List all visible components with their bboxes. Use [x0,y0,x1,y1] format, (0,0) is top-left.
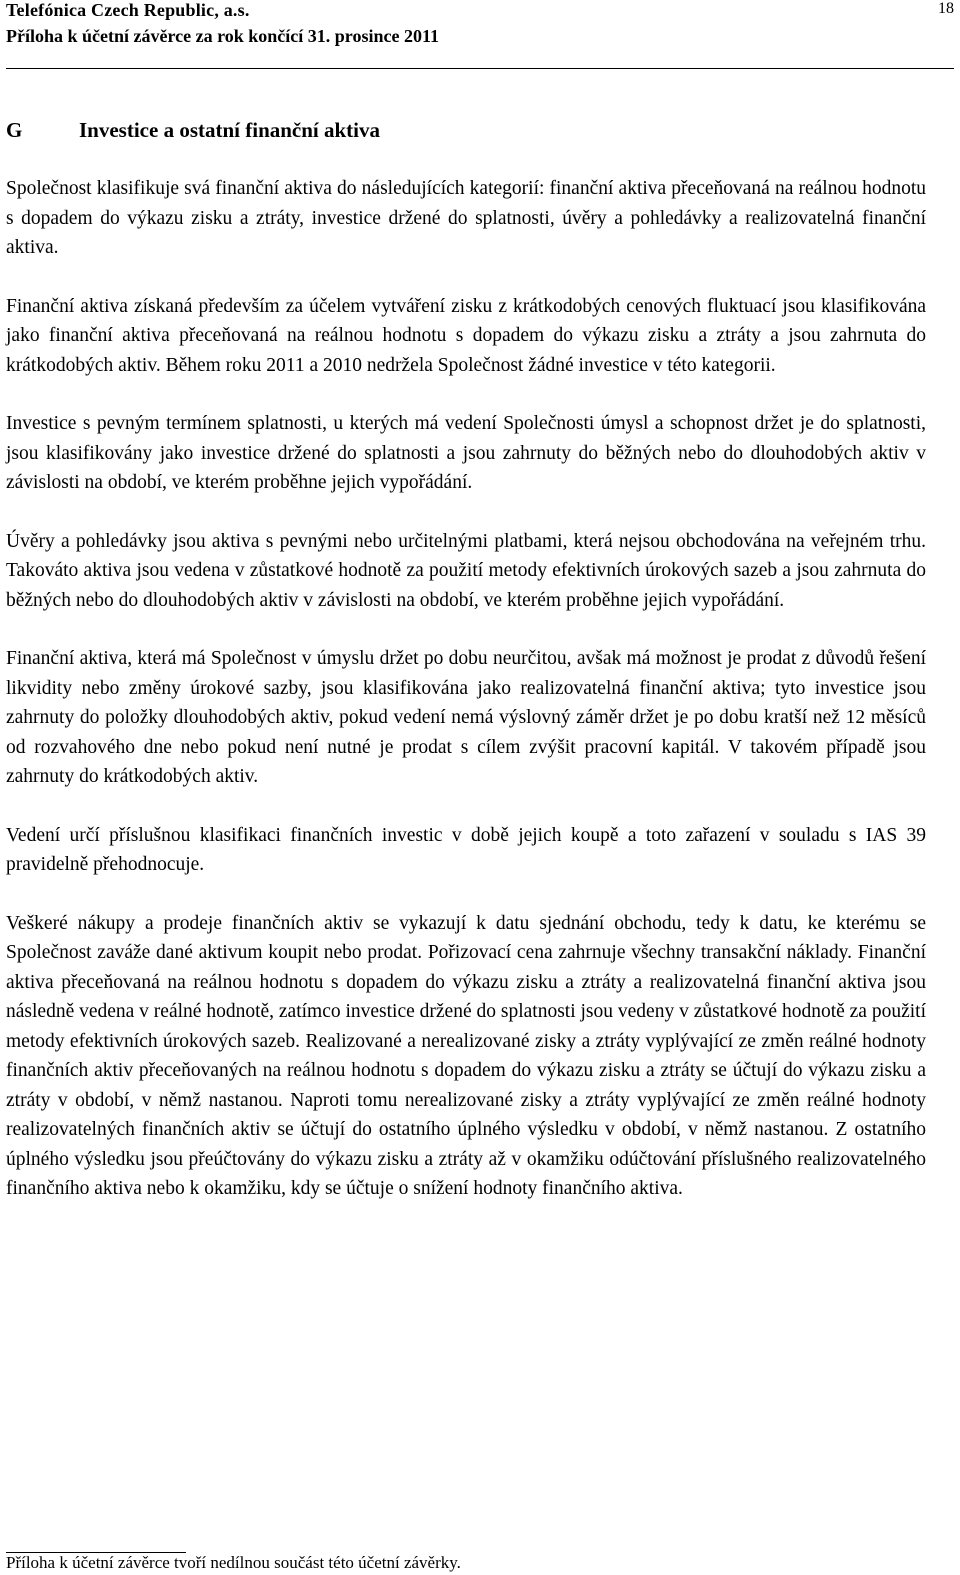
paragraph: Veškeré nákupy a prodeje finančních aktiv se vykazují k datu sjednání obchodu, tedy k datu, ke kterému se Společnost zaváže dané aktivum koupit nebo prodat. Pořizovací cena zahrnuje všechny transakční náklady. Finanční aktiva přeceňovaná na reálnou hodnotu s dopadem do výkazu zisku a ztráty a realizovatelná finanční aktiva jsou následně vedena v reálné hodnotě, zatímco investice držené do splatnosti jsou vedeny v zůstatkové hodnotě za použití metody efektivních úrokových sazeb. Realizované a nerealizované zisky a ztráty vyplývající ze změn reálné hodnoty finančních aktiv přeceňovaných na reálnou hodnotu s dopadem do výkazu zisku a ztráty se účtují do výkazu zisku a ztráty v období, v němž nastanou. Naproti tomu nerealizované zisky a ztráty vyplývající ze změn reálné hodnoty realizovatelných finančních aktiv se účtují do ostatního úplného výsledku v období, v němž nastanou. Z ostatního úplného výsledku jsou přeúčtovány do výkazu zisku a ztráty až v okamžiku odúčtování příslušného realizovatelného finančního aktiva nebo k okamžiku, kdy se účtuje o snížení hodnoty finančního aktiva. [6,912,926,1199]
header-divider [6,68,954,69]
page-footer: Příloha k účetní závěrce tvoří nedílnou součást této účetní závěrky. [6,1553,461,1572]
paragraph: Finanční aktiva, která má Společnost v úmyslu držet po dobu neurčitou, avšak má možnost je prodat z důvodů řešení likvidity nebo změny úrokové sazby, jsou klasifikována jako realizovatelná finanční aktiva; tyto investice jsou zahrnuty do položky dlouhodobých aktiv, pokud vedení nemá výslovný záměr držet je po dobu kratší než 12 měsíců od rozvahového dne nebo pokud není nutné je prodat s cílem zvýšit pracovní kapitál. V takovém případě jsou zahrnuty do krátkodobých aktiv. [6,648,926,787]
paragraph: Vedení určí příslušnou klasifikaci finančních investic v době jejich koupě a toto zařazení v souladu s IAS 39 pravidelně přehodnocuje. [6,824,926,875]
section-title-text: Investice a ostatní finanční aktiva [79,118,381,142]
paragraph: Úvěry a pohledávky jsou aktiva s pevnými nebo určitelnými platbami, která nejsou obchodována na veřejném trhu. Takováto aktiva jsou vedena v zůstatkové hodnotě za použití metody efektivních úrokových sazeb a jsou zahrnuta do běžných nebo do dlouhodobých aktiv v závislosti na období, ve kterém proběhne jejich vypořádání. [6,530,926,611]
body-content [6,174,926,1233]
section-letter: G [6,118,23,142]
company-name: Telefónica Czech Republic, a.s. [6,0,250,20]
page-number: 18 [938,0,954,17]
section-heading [6,118,946,143]
paragraph: Investice s pevným termínem splatnosti, u kterých má vedení Společnosti úmysl a schopnost držet je do splatnosti, jsou klasifikovány jako investice držené do splatnosti a jsou zahrnuty do běžných nebo do dlouhodobých aktiv v závislosti na období, ve kterém proběhne jejich vypořádání. [6,413,926,493]
paragraph: Společnost klasifikuje svá finanční aktiva do následujících kategorií: finanční aktiva přeceňovaná na reálnou hodnotu s dopadem do výkazu zisku a ztráty, investice držené do splatnosti, úvěry a pohledávky a realizovatelná finanční aktiva. [6,178,926,258]
document-subtitle: Příloha k účetní závěrce za rok končící 31. prosince 2011 [6,26,439,46]
paragraph: Finanční aktiva získaná především za účelem vytváření zisku z krátkodobých cenových fluktuací jsou klasifikována jako finanční aktiva přeceňovaná na reálnou hodnotu s dopadem do výkazu zisku a ztráty a jsou zahrnuta do krátkodobých aktiv. Během roku 2011 a 2010 nedržela Společnost žádné investice v této kategorii. [6,295,926,376]
page-header [6,0,954,70]
